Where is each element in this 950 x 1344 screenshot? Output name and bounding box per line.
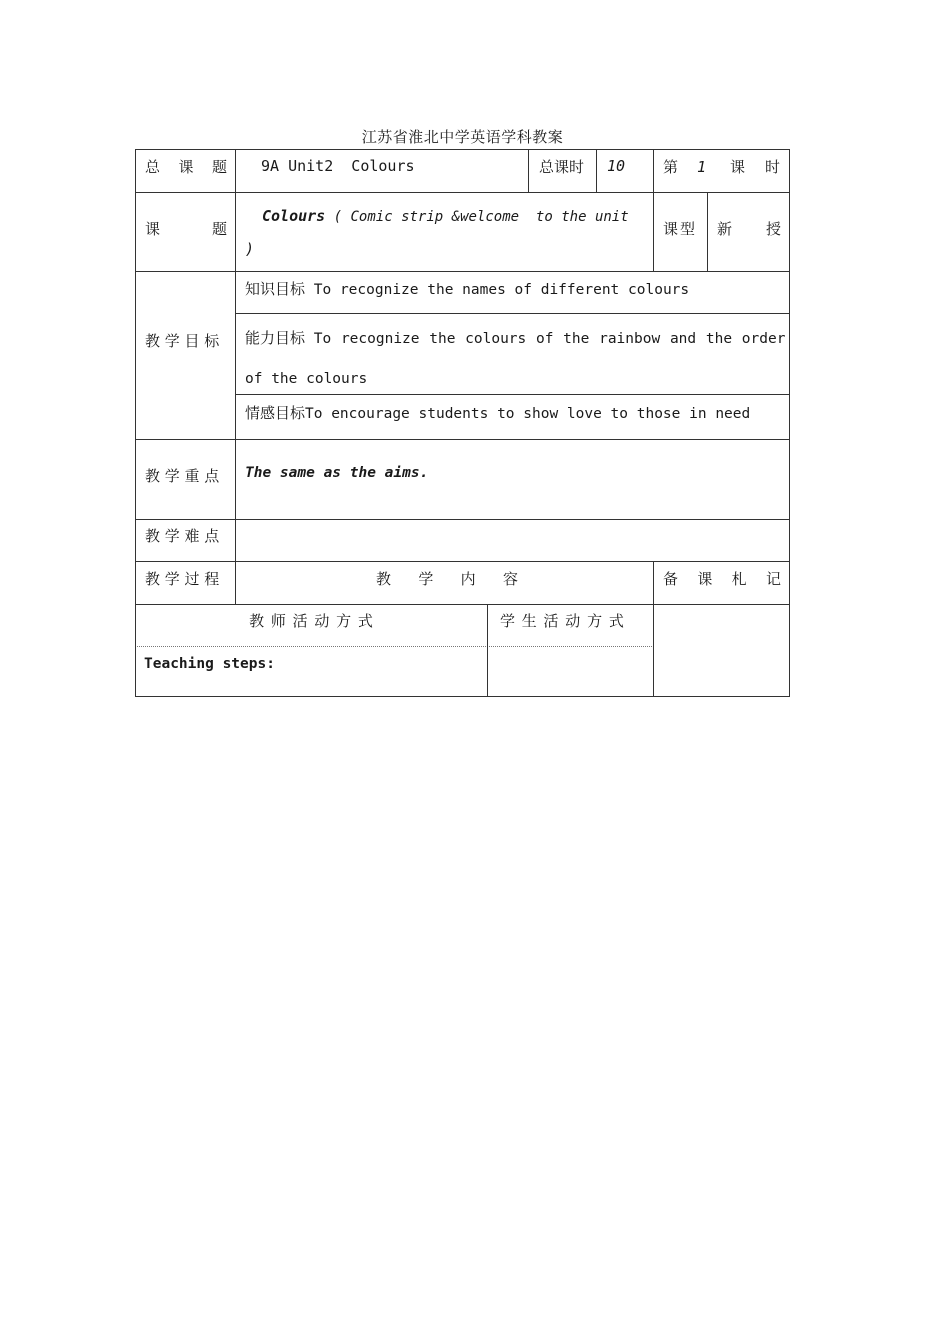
lesson-topic-label-cell xyxy=(135,192,236,272)
lesson-type-value-cell xyxy=(707,192,790,272)
aims-label-cell xyxy=(135,271,236,440)
type-char: 授 xyxy=(765,220,781,238)
lesson-topic-line1 xyxy=(245,198,647,235)
key-points-label-cell xyxy=(135,439,236,520)
teaching-steps-label: Teaching steps: xyxy=(144,656,275,672)
lesson-topic-main: Colours xyxy=(262,207,326,225)
emotion-aim-text: To encourage students to show love to those in need xyxy=(305,406,751,422)
difficulties-label: 教 学 难 点 xyxy=(145,527,220,545)
total-topic-value-cell xyxy=(235,149,529,193)
notes-header-cell xyxy=(653,561,790,605)
lesson-number-cell xyxy=(653,149,790,193)
notes-char: 备 xyxy=(663,570,679,588)
notes-char: 札 xyxy=(731,570,747,588)
content-char: 学 xyxy=(418,570,434,588)
student-activity-header-cell xyxy=(487,604,654,647)
lesson-prefix: 第 xyxy=(663,158,679,176)
notes-char: 课 xyxy=(697,570,713,588)
content-char: 内 xyxy=(460,570,476,588)
lesson-topic-value-cell xyxy=(235,192,654,272)
process-label: 教 学 过 程 xyxy=(145,570,220,588)
lesson-suffix-char: 课 xyxy=(729,158,745,176)
emotion-aim-cell xyxy=(235,394,790,440)
type-char: 新 xyxy=(717,220,733,238)
lesson-type-label: 课型 xyxy=(663,220,698,238)
knowledge-aim-text: To recognize the names of different colours xyxy=(313,282,690,298)
total-hours-label-cell xyxy=(528,149,597,193)
teacher-activity-header-cell xyxy=(135,604,488,647)
difficulties-label-cell xyxy=(135,519,236,562)
notes-body-cell xyxy=(653,604,790,697)
ability-aim-line1 xyxy=(245,318,786,359)
aims-label: 教 学 目 标 xyxy=(145,332,220,350)
content-header-cell xyxy=(235,561,654,605)
total-hours-value: 10 xyxy=(607,157,626,175)
knowledge-aim-cell xyxy=(235,271,790,314)
total-hours-label: 总课时 xyxy=(539,158,585,176)
key-points-value-cell xyxy=(235,439,790,520)
content-char: 教 xyxy=(376,570,392,588)
label-char: 总 xyxy=(145,158,161,176)
process-label-cell xyxy=(135,561,236,605)
teacher-activity-body-cell xyxy=(135,646,488,697)
content-header xyxy=(376,568,518,589)
ability-aim-label: 能力目标 xyxy=(245,329,306,347)
student-activity-body-cell xyxy=(487,646,654,697)
total-hours-value-cell xyxy=(596,149,654,193)
label-char: 题 xyxy=(211,220,227,238)
lesson-number: 1 xyxy=(697,158,707,176)
ability-aim-text-line2: of the colours xyxy=(245,371,368,387)
lesson-suffix xyxy=(730,156,780,177)
content-char: 容 xyxy=(502,570,518,588)
ability-aim-cell xyxy=(235,313,790,395)
lesson-topic-close: ) xyxy=(245,240,255,258)
label-char: 课 xyxy=(145,220,161,238)
difficulties-value-cell xyxy=(235,519,790,562)
notes-header xyxy=(663,568,781,589)
key-points-label: 教 学 重 点 xyxy=(145,467,220,485)
notes-char: 记 xyxy=(765,570,781,588)
lesson-type-value xyxy=(717,218,781,239)
teacher-activity-header: 教 师 活 动 方 式 xyxy=(249,612,374,630)
page-title: 江苏省淮北中学英语学科教案 xyxy=(361,128,564,146)
knowledge-aim-label: 知识目标 xyxy=(245,280,306,298)
ability-aim-text-line1: To recognize the colours of the rainbow and the order xyxy=(313,331,786,347)
key-points-value: The same as the aims. xyxy=(245,465,429,481)
label-char: 课 xyxy=(178,158,194,176)
student-activity-header: 学 生 活 动 方 式 xyxy=(500,612,625,630)
lesson-topic-label xyxy=(145,218,227,239)
lesson-suffix-char: 时 xyxy=(764,158,780,176)
emotion-aim-label: 情感目标 xyxy=(245,404,306,422)
total-topic-value: 9A Unit2 Colours xyxy=(261,157,415,175)
lesson-topic-rest: ( Comic strip &welcome to the unit xyxy=(325,209,629,225)
total-topic-label-cell xyxy=(135,149,236,193)
total-topic-label xyxy=(145,156,227,177)
lesson-type-label-cell xyxy=(653,192,708,272)
label-char: 题 xyxy=(211,158,227,176)
